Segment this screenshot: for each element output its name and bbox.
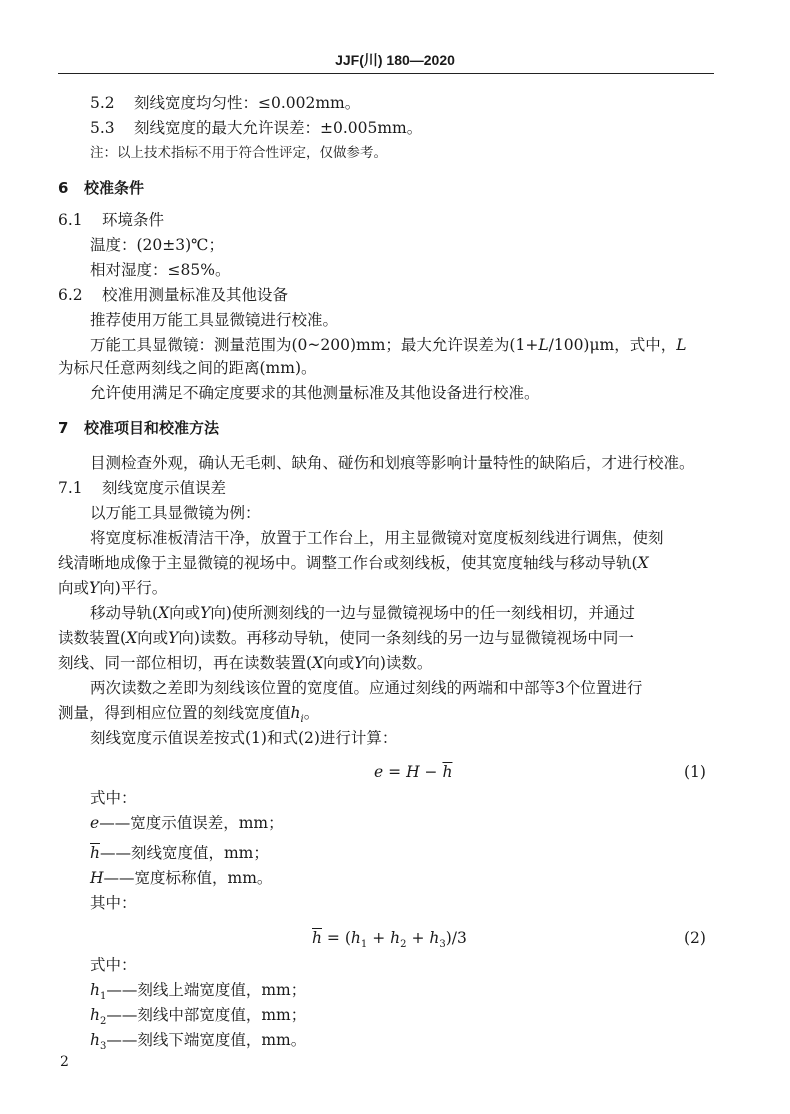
text-run: 移动导轨( [90, 604, 159, 622]
paragraph-continuation: 为标尺任意两刻线之间的距离(mm)。 [58, 359, 317, 377]
definition-text: ——刻线下端宽度值，mm。 [106, 1031, 307, 1049]
section-title: 校准条件 [84, 179, 145, 197]
definition-h-bar [90, 843, 269, 863]
text-run: 向或 [323, 654, 355, 672]
where-label: 式中： [90, 956, 137, 974]
text-run: 刻线、同一部位相切，再在读数装置( [58, 654, 313, 672]
symbol-H: H [406, 763, 420, 781]
definition-text: ——宽度示值误差，mm； [99, 814, 284, 832]
text-run: 线清晰地成像于主显微镜的视场中。调整工作台或刻线板，使其宽度轴线与移动导轨( [58, 554, 638, 572]
symbol-h-bar: $\overline{h}$ [442, 763, 453, 781]
header-rule [58, 73, 714, 74]
clause-6-1 [58, 210, 164, 230]
text-run: 向)读数。再移动导轨，使同一条刻线的另一边与显微镜视场中同一 [178, 629, 634, 647]
symbol-X: X [126, 629, 138, 647]
text-run: 测量，得到相应位置的刻线宽度值 [58, 704, 291, 722]
subscript: 1 [360, 939, 368, 951]
paragraph: 推荐使用万能工具显微镜进行校准。 [90, 311, 339, 329]
text-run: 读数装置( [58, 629, 127, 647]
definition-text: ——刻线中部宽度值，mm； [106, 1006, 307, 1024]
minus-sign: − [424, 763, 438, 781]
clause-6-2 [58, 285, 288, 305]
text-run: 向)平行。 [99, 579, 168, 597]
clause-number: 6.2 [58, 286, 83, 304]
where-label: 式中： [90, 789, 137, 807]
clause-7-1 [58, 478, 226, 498]
symbol-Y: Y [354, 654, 365, 672]
text-run: 向或 [137, 629, 169, 647]
equation-2 [312, 928, 467, 955]
section-6-heading [58, 178, 144, 198]
section-title: 校准项目和校准方法 [84, 419, 220, 437]
symbol-h: h [290, 704, 301, 722]
symbol-X: X [158, 604, 170, 622]
clause-title: 校准用测量标准及其他设备 [102, 286, 289, 304]
humidity-line: 相对湿度：≤85%。 [90, 261, 231, 279]
paragraph-continuation [58, 703, 319, 730]
paragraph [90, 603, 635, 623]
clause-5-3 [90, 118, 422, 138]
paragraph: 刻线宽度示值误差按式(1)和式(2)进行计算： [90, 729, 398, 747]
definition-h2 [90, 1005, 306, 1032]
definition-h3 [90, 1030, 306, 1057]
symbol-X: X [637, 554, 649, 572]
equals-sign: = [326, 929, 340, 947]
symbol-e: e [374, 763, 384, 781]
symbol-h: h [429, 929, 440, 947]
paragraph-continuation [58, 553, 649, 573]
symbol-e: e [90, 814, 100, 832]
text-run: 向或 [169, 604, 201, 622]
subscript: 3 [439, 939, 446, 951]
plus-sign: + [372, 929, 386, 947]
symbol-h: h [350, 929, 361, 947]
equation-number: (1) [684, 763, 706, 781]
paragraph-continuation [58, 653, 432, 673]
equation-number: (2) [684, 929, 706, 947]
symbol-Y: Y [168, 629, 179, 647]
among-label: 其中： [90, 894, 137, 912]
equals-sign: = [388, 763, 402, 781]
symbol-H: H [90, 869, 104, 887]
clause-number: 6.1 [58, 211, 83, 229]
symbol-h: h [90, 1006, 100, 1024]
clause-title: 刻线宽度示值误差 [102, 479, 227, 497]
page-number: 2 [60, 1054, 69, 1070]
section-number: 7 [58, 419, 69, 437]
paragraph-continuation [58, 578, 167, 598]
subscript: i [300, 714, 304, 726]
symbol-L: L [676, 336, 687, 354]
paragraph: 将宽度标准板清洁干净，放置于工作台上，用主显微镜对宽度板刻线进行调焦，使刻 [90, 529, 664, 547]
symbol-Y: Y [200, 604, 211, 622]
definition-text: ——刻线上端宽度值，mm； [106, 981, 307, 999]
clause-number: 5.3 [90, 119, 115, 137]
definition-text: ——刻线宽度值，mm； [99, 844, 269, 862]
paragraph: 以万能工具显微镜为例： [90, 504, 261, 522]
clause-text: 刻线宽度的最大允许误差：±0.005mm。 [134, 119, 423, 137]
symbol-h: h [90, 1031, 100, 1049]
clause-text: 刻线宽度均匀性：≤0.002mm。 [134, 94, 361, 112]
open-paren: ( [344, 929, 351, 947]
text-run: 。 [303, 704, 320, 722]
clause-number: 7.1 [58, 479, 83, 497]
symbol-h: h [90, 981, 100, 999]
symbol-Y: Y [89, 579, 100, 597]
definition-h1 [90, 980, 306, 1007]
plus-sign: + [411, 929, 425, 947]
paragraph [90, 335, 687, 355]
equation-1 [374, 762, 452, 782]
symbol-h: h [390, 929, 401, 947]
clause-5-2 [90, 93, 360, 113]
symbol-h-bar: $\overline{h}$ [90, 844, 100, 862]
subscript: 2 [400, 939, 407, 951]
text-run: 向或 [58, 579, 90, 597]
text-run: 向)使所测刻线的一边与显微镜视场中的任一刻线相切，并通过 [210, 604, 635, 622]
definition-H [90, 868, 272, 888]
text-run: 向)读数。 [364, 654, 433, 672]
section-number: 6 [58, 179, 69, 197]
definition-e [90, 813, 284, 833]
close-paren-divide: )/3 [445, 929, 467, 947]
page-header: JJF(川) 180—2020 [335, 52, 455, 68]
subscript: 3 [99, 1041, 107, 1053]
paragraph: 两次读数之差即为刻线该位置的宽度值。应通过刻线的两端和中部等3个位置进行 [90, 679, 643, 697]
text-run: 万能工具显微镜：测量范围为(0~200)mm；最大允许误差为(1+ [90, 336, 539, 354]
text-run: /100)μm，式中， [548, 336, 677, 354]
clause-number: 5.2 [90, 94, 115, 112]
note: 注：以上技术指标不用于符合性评定，仅做参考。 [90, 145, 387, 161]
symbol-L: L [538, 336, 549, 354]
symbol-h-bar: $\overline{h}$ [312, 929, 322, 947]
paragraph: 允许使用满足不确定度要求的其他测量标准及其他设备进行校准。 [90, 384, 540, 402]
symbol-X: X [312, 654, 324, 672]
paragraph: 目测检查外观，确认无毛刺、缺角、碰伤和划痕等影响计量特性的缺陷后，才进行校准。 [90, 454, 695, 472]
subscript: 2 [99, 1016, 107, 1028]
section-7-heading [58, 418, 219, 438]
clause-title: 环境条件 [102, 211, 165, 229]
paragraph-continuation [58, 628, 634, 648]
subscript: 1 [99, 991, 107, 1003]
temperature-line: 温度：(20±3)℃； [90, 236, 225, 254]
definition-text: ——宽度标称值，mm。 [103, 869, 273, 887]
